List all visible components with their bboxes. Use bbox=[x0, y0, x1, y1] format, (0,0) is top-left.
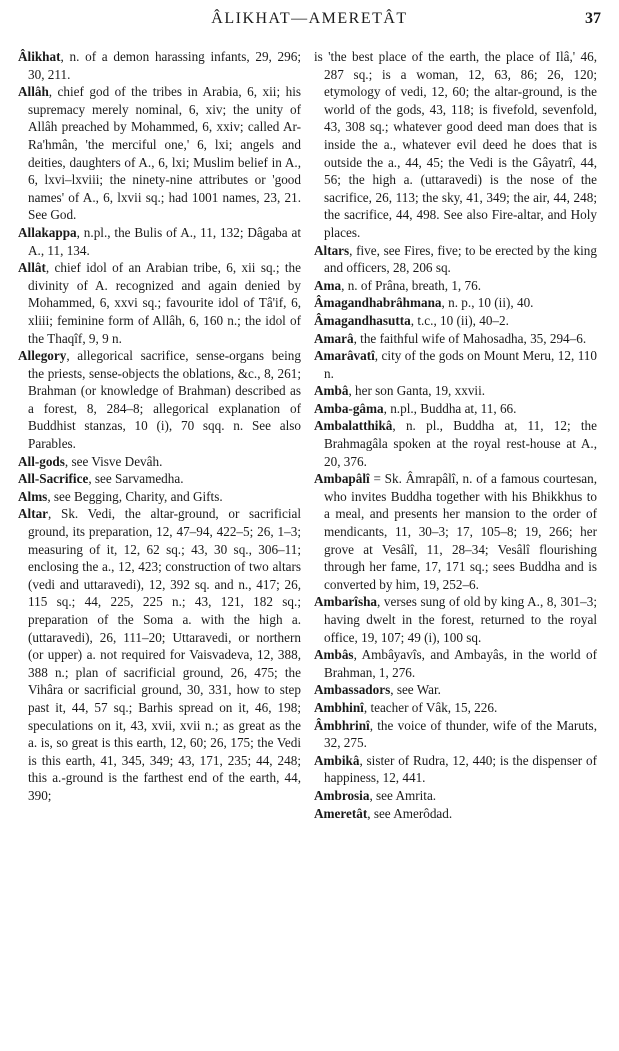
index-entry bbox=[18, 83, 301, 224]
entry-text: , allegorical sacrifice, sense-organs being the priests, sense-objects the oblations, &c., 8, 261; Brahman (or knowledge of Brahman) described as a forest, 8, 284–8; allegorical explanation of Buddhist stanzas, 10 (i), 70 sqq. n. See also Parables. bbox=[28, 348, 301, 452]
index-entry bbox=[314, 330, 597, 348]
entry-headword: Ama bbox=[314, 277, 342, 293]
index-entry bbox=[314, 717, 597, 752]
entry-headword: Altar bbox=[18, 506, 49, 522]
entry-text: , Sk. Vedi, the altar-ground, or sacrificial ground, its preparation, 12, 47–94, 422–5; 26, 1–3; measuring of it, 12, 62 sq.; 43, 30 sq., 306–11; enclosing the a., 12, 423; construction of two altars (vedi and uttaravedi), 12, 392 sq. and n., 417; 26, 115 sq.; 44, 225, 225 n.; 43, 121, 182 sq.; preparation of the Soma a. with the high a. (uttaravedi), 26, 111–20; Uttaravedi, or northern (or upper) a. not required for Vaisvadeva, 12, 388, 388 n.; plan of sacrificial ground, 26, 475; the Vihâra or sacrificial ground, 30, 331, how to step past it, 44, 57 sq.; Barhis spread on it, 46, 198; speculations on it, 43, xvii, xvii n.; as great as the a. is, so great is this earth, 12, 60; 26, 175; the Vedi is this earth, 41, 345, 349; 43, 171, 235; 44, 248; this a.-ground is the farthest end of the earth, 44, 390; bbox=[28, 506, 301, 803]
left-column bbox=[18, 48, 301, 805]
entry-headword: Allâh bbox=[18, 84, 49, 100]
entry-headword: All-gods bbox=[18, 453, 65, 469]
index-entry bbox=[314, 347, 597, 382]
entry-text: , sister of Rudra, 12, 440; is the dispenser of happiness, 12, 441. bbox=[324, 752, 597, 786]
entry-headword: Amarâ bbox=[314, 330, 354, 346]
entry-text: , see Sarvamedha. bbox=[88, 471, 184, 487]
entry-headword: Ambarîsha bbox=[314, 594, 378, 610]
entry-text: , five, see Fires, five; to be erected by the king and officers, 28, 206 sq. bbox=[324, 242, 597, 276]
index-entry bbox=[314, 382, 597, 400]
entry-headword: Âmbhrinî bbox=[314, 717, 370, 733]
entry-headword: Altars bbox=[314, 242, 350, 258]
entry-headword: Amba-gâma bbox=[314, 400, 384, 416]
index-entry bbox=[314, 400, 597, 418]
entry-headword: Ambâ bbox=[314, 383, 349, 399]
index-entry bbox=[314, 277, 597, 295]
entry-text: , the voice of thunder, wife of the Maruts, 32, 275. bbox=[324, 717, 597, 751]
entry-headword: Allakappa bbox=[18, 224, 77, 240]
entry-headword: Allegory bbox=[18, 348, 67, 364]
index-entry bbox=[314, 593, 597, 646]
entry-text: , city of the gods on Mount Meru, 12, 110 n. bbox=[324, 348, 597, 381]
entry-text: , n. p., 10 (ii), 40. bbox=[441, 295, 534, 311]
index-entry bbox=[314, 681, 597, 699]
index-entry bbox=[18, 453, 301, 471]
entry-headword: Ambrosia bbox=[314, 787, 370, 803]
index-entry bbox=[314, 48, 597, 242]
index-entry bbox=[314, 470, 597, 593]
index-entry bbox=[314, 294, 597, 312]
entry-text: , see Begging, Charity, and Gifts. bbox=[47, 488, 223, 504]
entry-text: , n.pl., Buddha at, 11, 66. bbox=[383, 400, 517, 416]
page-header bbox=[18, 6, 601, 34]
index-entry bbox=[18, 224, 301, 259]
page-number: 37 bbox=[585, 10, 601, 27]
entry-headword: Ambapâlî bbox=[314, 471, 370, 487]
entry-headword: Ambassadors bbox=[314, 682, 391, 698]
index-entry bbox=[314, 417, 597, 470]
entry-text: , the faithful wife of Mahosadha, 35, 294–6. bbox=[353, 330, 587, 346]
index-entry bbox=[18, 488, 301, 506]
right-column bbox=[314, 48, 597, 822]
index-entry bbox=[18, 259, 301, 347]
index-entry bbox=[314, 242, 597, 277]
entry-text: , teacher of Vâk, 15, 226. bbox=[363, 699, 498, 715]
index-entry bbox=[314, 752, 597, 787]
index-entry bbox=[314, 787, 597, 805]
entry-headword: Allât bbox=[18, 260, 46, 276]
index-entry bbox=[18, 505, 301, 804]
entry-headword: All-Sacrifice bbox=[18, 471, 89, 487]
entry-headword: Ameretât bbox=[314, 805, 368, 821]
entry-headword: Âmagandhasutta bbox=[314, 312, 411, 328]
entry-text: , verses sung of old by king A., 8, 301–3; having dwelt in the forest, returned to the royal office, 19, 107; 49 (i), 100 sq. bbox=[324, 594, 597, 645]
entry-text: , see Visve Devâh. bbox=[64, 453, 163, 469]
entry-text: , see Amerôdad. bbox=[367, 805, 453, 821]
running-head: ÂLIKHAT—AMERETÂT bbox=[211, 10, 408, 27]
entry-headword: Amarâvatî bbox=[314, 348, 375, 364]
entry-text: , n. pl., Buddha at, 11, 12; the Brahmagâla spoken at the royal rest-house at A., 20, 376. bbox=[324, 418, 597, 469]
entry-text: = Sk. Âmrapâlî, n. of a famous courtesan, who invites Buddha together with his Bhikkhus to a meal, and presents her mansion to the order of mendicants, 11, 30–3; 17, 105–8; 19, 266; her grove at Vesâlî, 11, 28–34; Vesâlî flourishing through her fame, 17, 171 sq.; sees Buddha and is converted by him, 19, 252–6. bbox=[324, 471, 597, 592]
entry-headword: Ambhinî bbox=[314, 699, 364, 715]
entry-text: , Ambâyavîs, and Ambayâs, in the world of Brahman, 1, 276. bbox=[324, 647, 597, 680]
entry-text: , n.pl., the Bulis of A., 11, 132; Dâgaba at A., 11, 134. bbox=[28, 224, 301, 258]
entry-text: , her son Ganta, 19, xxvii. bbox=[348, 383, 486, 399]
index-entry bbox=[314, 805, 597, 823]
entry-text: , n. of a demon harassing infants, 29, 296; 30, 211. bbox=[28, 49, 301, 82]
entry-headword: Ambalatthikâ bbox=[314, 418, 393, 434]
entry-headword: Ambikâ bbox=[314, 752, 360, 768]
index-entry bbox=[18, 347, 301, 453]
entry-text: , chief idol of an Arabian tribe, 6, xii sq.; the divinity of A. recognized and again denied by Mohammed, 6, xxvi sq.; favourite idol of Tâ'if, 6, xliii; feminine form of Allâh, 6, 160 n.; the idol of the Thaqîf, 9, 9 n. bbox=[28, 260, 301, 346]
index-entry bbox=[18, 48, 301, 83]
entry-headword: Alms bbox=[18, 488, 48, 504]
entry-text: , t.c., 10 (ii), 40–2. bbox=[410, 312, 509, 328]
entry-text: , see Amrita. bbox=[369, 787, 437, 803]
index-entry bbox=[314, 646, 597, 681]
entry-headword: Ambâs bbox=[314, 647, 354, 663]
index-entry bbox=[18, 470, 301, 488]
index-entry bbox=[314, 699, 597, 717]
entry-headword: Âmagandhabrâhmana bbox=[314, 295, 442, 311]
entry-text: , see War. bbox=[390, 682, 441, 698]
entry-text: , n. of Prâna, breath, 1, 76. bbox=[341, 277, 482, 293]
entry-headword: Âlikhat bbox=[18, 49, 61, 64]
entry-text: , chief god of the tribes in Arabia, 6, xii; his supremacy merely nominal, 6, xiv; the unity of Allâh preached by Mohammed, 6, xxiv; called Ar-Ra'hmân, 'the merciful one,' 6, lxi; angels and deities, daughters of A., 6, lxi; Muslim belief in A., 6, lxvi–lxviii; the ninety-nine attributes or 'good names' of A., 6, lxvii sq.; had 1001 names, 23, 21. See God. bbox=[28, 84, 301, 223]
entry-text: is 'the best place of the earth, the place of Ilâ,' 46, 287 sq.; is a woman, 12, 63, 86; 26, 120; etymology of vedi, 12, 60; the altar-ground, is the world of the gods, 43, 118; is fivefold, sevenfold, 43, 308 sq.; whatever good deed man does that is inside the a., whatever evil deed he does that is outside the a., 44, 45; the Vedi is the Gâyatrî, 44, 56; the high a. (uttaravedi) is the nose of the sacrifice, 26, 113; the sky, 41, 349; the air, 44, 248; the sacrifice, 44, 498. See also Fire-altar, and Holy places. bbox=[314, 49, 597, 240]
index-entry bbox=[314, 312, 597, 330]
